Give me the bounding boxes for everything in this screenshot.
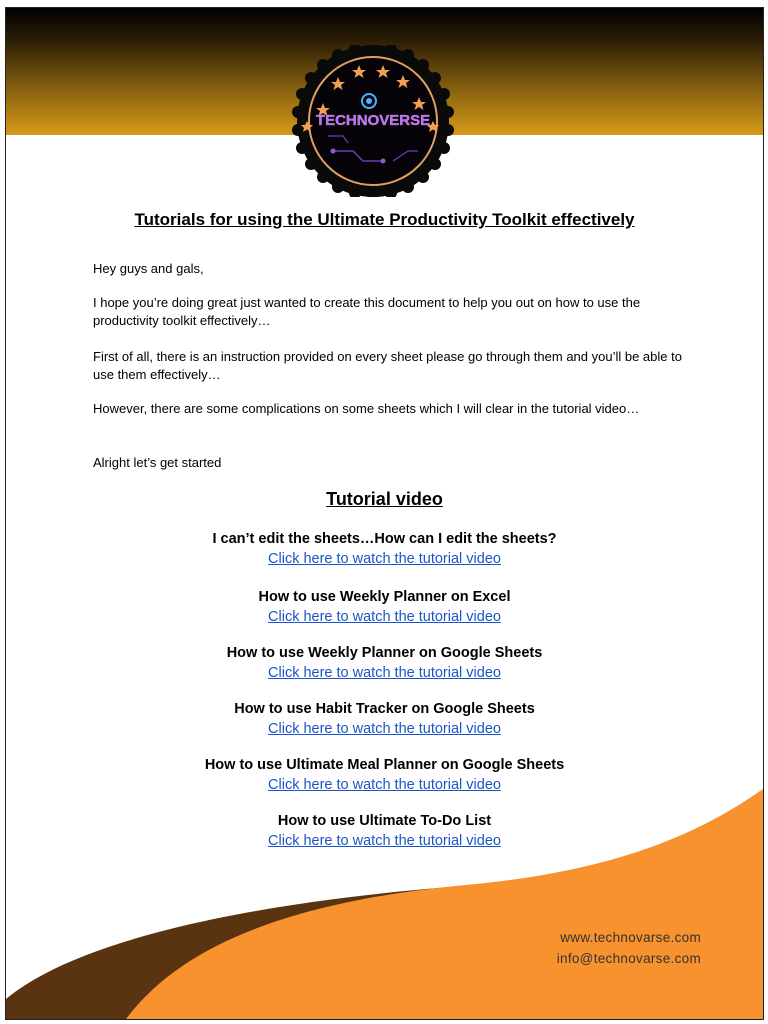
complications-paragraph: However, there are some complications on some sheets which I will clear in the tutorial video… [93, 401, 640, 416]
tutorial-item [6, 587, 763, 627]
tutorial-video-link[interactable]: Click here to watch the tutorial video [268, 777, 501, 793]
tutorial-question: How to use Ultimate To-Do List [277, 813, 492, 829]
tutorial-question: I can’t edit the sheets…How can I edit the sheets? [212, 531, 557, 547]
tutorial-video-link[interactable]: Click here to watch the tutorial video [268, 551, 501, 567]
instruction-paragraph: First of all, there is an instruction provided on every sheet please go through them and you’ll be able to use them effectively… [93, 349, 682, 382]
tutorial-video-heading: Tutorial video [326, 489, 443, 509]
footer-website: www.technovarse.com [560, 930, 701, 945]
tutorial-question: How to use Habit Tracker on Google Sheets [234, 701, 535, 717]
document-page [5, 7, 764, 1020]
tutorial-item [6, 643, 763, 683]
tutorial-question: How to use Weekly Planner on Google Sheets [226, 645, 543, 661]
tutorial-video-link[interactable]: Click here to watch the tutorial video [268, 665, 501, 681]
document-title: Tutorials for using the Ultimate Productivity Toolkit effectively [134, 210, 635, 229]
tutorial-question: How to use Weekly Planner on Excel [258, 589, 511, 605]
tutorial-question: How to use Ultimate Meal Planner on Google Sheets [204, 757, 565, 773]
logo-text: TECHNOVERSE [315, 112, 431, 129]
start-paragraph: Alright let’s get started [93, 455, 222, 470]
tutorial-video-link[interactable]: Click here to watch the tutorial video [268, 609, 501, 625]
footer-email: info@technovarse.com [556, 951, 701, 966]
tutorial-video-link[interactable]: Click here to watch the tutorial video [268, 833, 501, 849]
footer-wave-decoration [6, 789, 763, 1019]
greeting-paragraph: Hey guys and gals, [93, 261, 204, 276]
tutorial-video-link[interactable]: Click here to watch the tutorial video [268, 721, 501, 737]
technoverse-logo [289, 45, 457, 197]
intro-paragraph: I hope you’re doing great just wanted to create this document to help you out on how to use the productivity toolkit effectively… [93, 295, 641, 328]
tutorial-item [6, 529, 763, 569]
tutorial-item [6, 699, 763, 739]
